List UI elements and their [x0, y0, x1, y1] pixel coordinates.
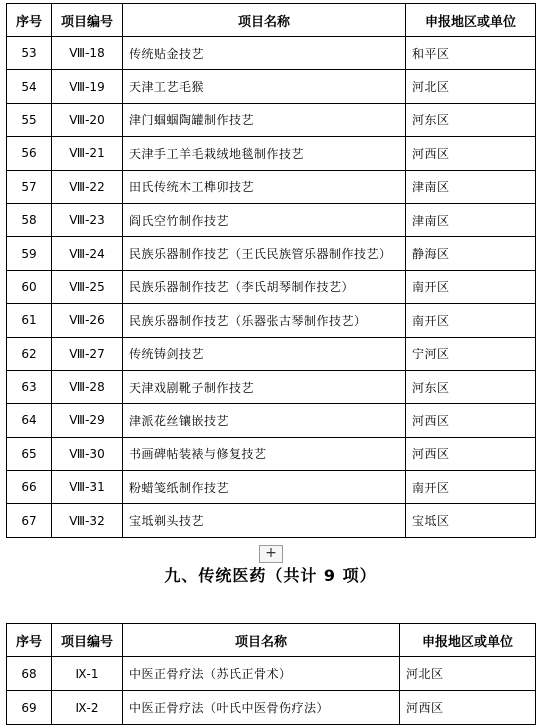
cell-serial: 57 [7, 170, 52, 203]
cell-code: Ⅷ-23 [52, 203, 123, 236]
cell-code: Ⅷ-31 [52, 471, 123, 504]
cell-serial: 55 [7, 103, 52, 136]
cell-region: 南开区 [406, 471, 536, 504]
cell-name: 民族乐器制作技艺（王氏民族管乐器制作技艺） [123, 237, 406, 270]
table-row [7, 70, 536, 103]
cell-code: Ⅷ-21 [52, 137, 123, 170]
cell-serial: 58 [7, 203, 52, 236]
table-row [7, 170, 536, 203]
cell-name: 粉蜡笺纸制作技艺 [123, 471, 406, 504]
table-row [7, 37, 536, 70]
cell-serial: 54 [7, 70, 52, 103]
cell-serial: 59 [7, 237, 52, 270]
cell-name: 中医正骨疗法（叶氏中医骨伤疗法） [123, 691, 400, 725]
cell-name: 传统铸剑技艺 [123, 337, 406, 370]
cell-code: Ⅷ-25 [52, 270, 123, 303]
table-row [7, 370, 536, 403]
cell-name: 阎氏空竹制作技艺 [123, 203, 406, 236]
cell-code: Ⅷ-29 [52, 404, 123, 437]
table-row [7, 404, 536, 437]
cell-region: 河西区 [406, 404, 536, 437]
cell-region: 河西区 [406, 437, 536, 470]
table-header-row [7, 4, 536, 37]
heritage-table-medicine [6, 623, 536, 725]
table-row [7, 504, 536, 537]
table-row [7, 691, 536, 725]
cell-code: Ⅷ-18 [52, 37, 123, 70]
table-row [7, 657, 536, 691]
header-code: 项目编号 [52, 624, 123, 657]
table-row [7, 203, 536, 236]
cell-serial: 66 [7, 471, 52, 504]
cell-code: Ⅷ-28 [52, 370, 123, 403]
header-serial: 序号 [7, 4, 52, 37]
cell-code: Ⅷ-22 [52, 170, 123, 203]
cell-region: 宁河区 [406, 337, 536, 370]
cell-region: 河西区 [406, 137, 536, 170]
cell-name: 天津手工羊毛栽绒地毯制作技艺 [123, 137, 406, 170]
cell-name: 田氏传统木工榫卯技艺 [123, 170, 406, 203]
cell-serial: 53 [7, 37, 52, 70]
add-row-button[interactable]: + [259, 545, 283, 563]
cell-serial: 68 [7, 657, 52, 691]
cell-serial: 62 [7, 337, 52, 370]
table-row [7, 237, 536, 270]
cell-name: 天津工艺毛猴 [123, 70, 406, 103]
cell-region: 河东区 [406, 103, 536, 136]
table-row [7, 437, 536, 470]
table-row [7, 471, 536, 504]
cell-code: Ⅷ-20 [52, 103, 123, 136]
header-name: 项目名称 [123, 4, 406, 37]
cell-name: 书画碑帖装裱与修复技艺 [123, 437, 406, 470]
cell-name: 民族乐器制作技艺（乐器张古琴制作技艺） [123, 304, 406, 337]
cell-code: Ⅷ-27 [52, 337, 123, 370]
cell-code: Ⅷ-26 [52, 304, 123, 337]
cell-code: Ⅷ-24 [52, 237, 123, 270]
cell-serial: 61 [7, 304, 52, 337]
cell-serial: 67 [7, 504, 52, 537]
header-region: 申报地区或单位 [400, 624, 536, 657]
header-code: 项目编号 [52, 4, 123, 37]
cell-region: 津南区 [406, 203, 536, 236]
table-row [7, 103, 536, 136]
cell-region: 河西区 [400, 691, 536, 725]
cell-name: 天津戏剧靴子制作技艺 [123, 370, 406, 403]
cell-code: Ⅷ-30 [52, 437, 123, 470]
cell-name: 传统贴金技艺 [123, 37, 406, 70]
cell-name: 中医正骨疗法（苏氏正骨术） [123, 657, 400, 691]
cell-region: 河北区 [400, 657, 536, 691]
cell-region: 津南区 [406, 170, 536, 203]
cell-code: Ⅷ-32 [52, 504, 123, 537]
cell-code: Ⅸ-2 [52, 691, 123, 725]
table-row [7, 137, 536, 170]
cell-name: 民族乐器制作技艺（李氏胡琴制作技艺） [123, 270, 406, 303]
table-header-row [7, 624, 536, 657]
header-name: 项目名称 [123, 624, 400, 657]
cell-region: 河北区 [406, 70, 536, 103]
cell-name: 津派花丝镶嵌技艺 [123, 404, 406, 437]
section-title: 九、传统医药（共计 9 项） [164, 566, 377, 585]
cell-code: Ⅷ-19 [52, 70, 123, 103]
heritage-table-crafts [6, 3, 536, 538]
cell-region: 静海区 [406, 237, 536, 270]
table-row [7, 337, 536, 370]
cell-name: 宝坻剃头技艺 [123, 504, 406, 537]
cell-region: 河东区 [406, 370, 536, 403]
cell-serial: 64 [7, 404, 52, 437]
cell-region: 宝坻区 [406, 504, 536, 537]
table-row [7, 304, 536, 337]
cell-serial: 56 [7, 137, 52, 170]
header-region: 申报地区或单位 [406, 4, 536, 37]
header-serial: 序号 [7, 624, 52, 657]
cell-serial: 60 [7, 270, 52, 303]
cell-region: 南开区 [406, 270, 536, 303]
cell-serial: 69 [7, 691, 52, 725]
cell-region: 和平区 [406, 37, 536, 70]
cell-serial: 63 [7, 370, 52, 403]
cell-code: Ⅸ-1 [52, 657, 123, 691]
table-row [7, 270, 536, 303]
cell-serial: 65 [7, 437, 52, 470]
cell-region: 南开区 [406, 304, 536, 337]
cell-name: 津门蝈蝈陶罐制作技艺 [123, 103, 406, 136]
